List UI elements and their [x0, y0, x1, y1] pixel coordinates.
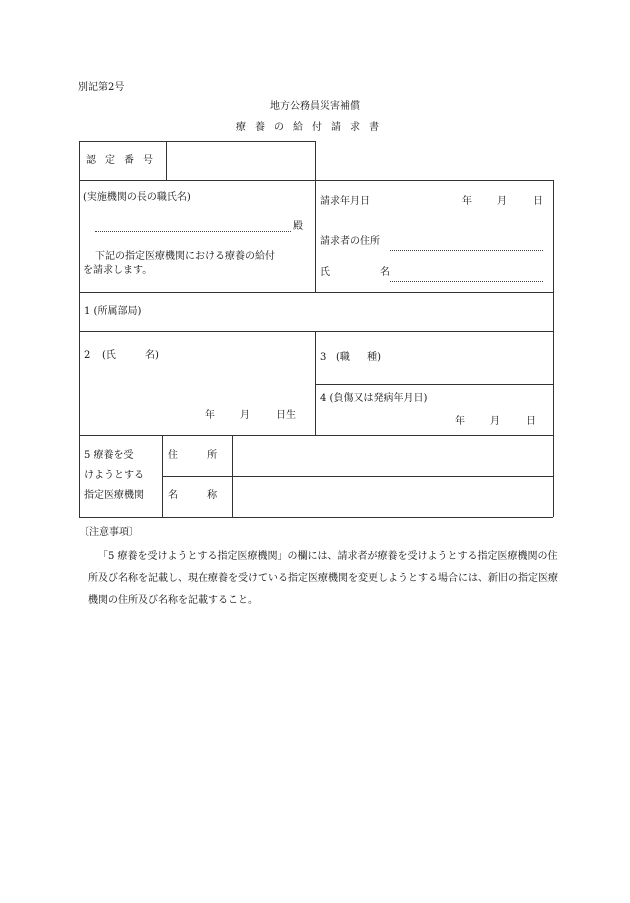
request-date-month: 月 [497, 196, 507, 207]
injury-month: 月 [490, 416, 500, 427]
row1-label: 1 (所属部局) [84, 306, 142, 317]
institution-head-label: (実施機関の長の職氏名) [83, 192, 191, 203]
medical-institution-name-field[interactable] [233, 477, 552, 516]
medical-institution-address-field[interactable] [233, 436, 552, 475]
request-date-day: 日 [533, 196, 543, 207]
requester-name-label-mei: 名 [380, 267, 390, 278]
form-number: 別記第2号 [78, 82, 125, 93]
row5-line2: けようとする [84, 470, 144, 481]
birth-month: 月 [240, 410, 250, 421]
row2-label-mei: 名) [145, 350, 159, 361]
requester-name-label-shi: 氏 [320, 267, 330, 278]
request-text-line1: 下記の指定医療機関における療養の給付 [95, 251, 275, 262]
row3-label: (職 種) [336, 352, 381, 363]
injury-day: 日 [526, 416, 536, 427]
certification-number-label: 認定番号 [86, 155, 162, 166]
injury-year: 年 [455, 416, 465, 427]
request-text-line2: を請求します。 [83, 265, 153, 276]
title-line1: 地方公務員災害補償 [270, 101, 360, 112]
request-date-label: 請求年月日 [320, 196, 370, 207]
birth-day-suffix: 日生 [276, 410, 296, 421]
address-label: 住 所 [168, 450, 218, 461]
request-date-year: 年 [462, 196, 472, 207]
row4-label: 4 (負傷又は発病年月日) [320, 393, 428, 404]
requester-name-field[interactable] [390, 281, 543, 282]
requester-address-field[interactable] [390, 250, 543, 251]
row5-line3: 指定医療機関 [84, 490, 144, 501]
institution-head-field[interactable] [95, 231, 291, 232]
honorific: 殿 [293, 221, 303, 232]
row3-num: 3 [320, 352, 327, 363]
notes-body: 「5 療養を受けようとする指定医療機関」の欄には、請求者が療養を受けようとする指定医療機関の住所及び名称を記載し、現在療養を受けている指定医療機関を変更しようとする場合には、新旧の指定医療機関の住所及び名称を記載すること。 [88, 551, 558, 606]
notes-heading: 〔注意事項〕 [79, 527, 139, 538]
row2-label-shi: (氏 [102, 350, 116, 361]
row2-num: 2 [84, 350, 91, 361]
certification-number-field[interactable] [167, 142, 314, 179]
title-line2: 療養の給付請求書 [236, 122, 388, 133]
row5-line1: 5 療養を受 [84, 450, 134, 461]
birth-year: 年 [205, 410, 215, 421]
requester-address-label: 請求者の住所 [320, 236, 380, 247]
name-label: 名 称 [168, 490, 218, 501]
